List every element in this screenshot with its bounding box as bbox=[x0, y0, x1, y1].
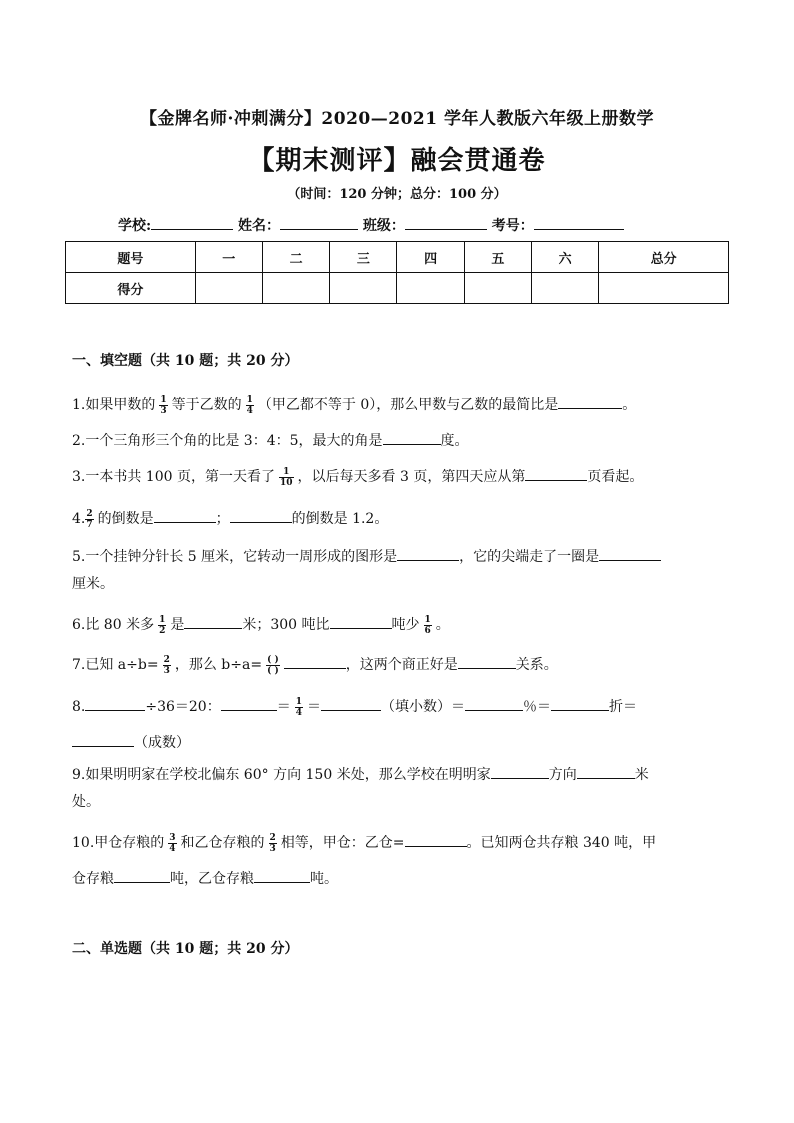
q4-text: 4. bbox=[72, 511, 86, 527]
answer-blank[interactable] bbox=[114, 868, 170, 883]
q1-text: （甲乙都不等于 0），那么甲数与乙数的最简比是 bbox=[257, 397, 559, 413]
q7-text: ，这两个商正好是 bbox=[345, 657, 458, 673]
school-label: 学校: bbox=[118, 218, 152, 234]
q10-text: 吨。 bbox=[310, 871, 338, 887]
exam-subtitle: （时间：120 分钟；总分：100 分） bbox=[287, 187, 507, 202]
question-7 bbox=[72, 654, 558, 676]
question-4 bbox=[72, 508, 388, 530]
q1-text: 。 bbox=[622, 397, 637, 413]
answer-blank[interactable] bbox=[254, 868, 310, 883]
answer-blank[interactable] bbox=[321, 696, 381, 711]
answer-blank[interactable] bbox=[330, 614, 392, 629]
title-line-1: 【金牌名师·冲刺满分】2020—2021 学年人教版六年级上册数学 bbox=[140, 109, 654, 129]
score-input-cell[interactable] bbox=[195, 273, 262, 304]
title-line-2: 【期末测评】融会贯通卷 bbox=[248, 146, 546, 176]
answer-blank[interactable] bbox=[230, 508, 292, 523]
score-table bbox=[65, 241, 729, 304]
q7-text: 关系。 bbox=[515, 657, 558, 673]
score-table-cell: 二 bbox=[262, 242, 329, 273]
answer-blank[interactable] bbox=[577, 764, 635, 779]
score-table-cell: 六 bbox=[532, 242, 599, 273]
q9-text: 方向 bbox=[548, 767, 577, 783]
fraction: $\frac{1}{10}$ bbox=[279, 466, 293, 488]
q10-text: 10.甲仓存粮的 bbox=[72, 835, 165, 851]
answer-blank[interactable] bbox=[284, 654, 346, 669]
answer-blank[interactable] bbox=[491, 764, 549, 779]
school-field[interactable] bbox=[151, 215, 233, 230]
fraction: $\frac{2}{7}$ bbox=[86, 508, 93, 530]
fraction: $\frac{1}{2}$ bbox=[159, 614, 166, 636]
class-label: 班级： bbox=[362, 218, 405, 234]
section-2-heading: 二、单选题（共 10 题；共 20 分） bbox=[72, 941, 299, 957]
q1-text: 等于乙数的 bbox=[171, 397, 242, 413]
q9-text: 处。 bbox=[72, 794, 100, 810]
question-3 bbox=[72, 466, 643, 488]
q3-text: ，以后每天多看 3 页，第四天应从第 bbox=[297, 469, 526, 485]
answer-blank[interactable] bbox=[221, 696, 277, 711]
name-field[interactable] bbox=[280, 215, 358, 230]
fraction: $\frac{1}{4}$ bbox=[295, 696, 302, 718]
fraction: $\frac{2}{3}$ bbox=[269, 832, 276, 854]
answer-blank[interactable] bbox=[465, 696, 523, 711]
q10-text: 。已知两仓共存粮 340 吨，甲 bbox=[466, 835, 657, 851]
answer-blank[interactable] bbox=[397, 546, 459, 561]
q8-text: ％＝ bbox=[522, 699, 551, 715]
score-table-cell: 三 bbox=[330, 242, 397, 273]
score-table-header-row bbox=[66, 242, 729, 273]
answer-blank[interactable] bbox=[85, 696, 145, 711]
score-table-cell: 五 bbox=[464, 242, 531, 273]
class-field[interactable] bbox=[405, 215, 487, 230]
name-label: 姓名： bbox=[238, 218, 281, 234]
q4-text: 的倒数是 bbox=[97, 511, 154, 527]
question-8-cont bbox=[72, 732, 190, 753]
fraction: $\frac{1}{3}$ bbox=[160, 394, 167, 416]
q5-text: 厘米。 bbox=[72, 576, 114, 592]
score-table-cell: 四 bbox=[397, 242, 464, 273]
q9-text: 米 bbox=[634, 767, 649, 783]
question-5 bbox=[72, 546, 661, 567]
question-1 bbox=[72, 394, 636, 416]
section-1-heading: 一、填空题（共 10 题；共 20 分） bbox=[72, 353, 299, 369]
answer-blank[interactable] bbox=[599, 546, 661, 561]
score-input-cell[interactable] bbox=[599, 273, 729, 304]
q10-text: 相等，甲仓：乙仓= bbox=[280, 835, 405, 851]
q4-text: 的倒数是 1.2。 bbox=[291, 511, 389, 527]
exam-number-label: 考号： bbox=[491, 218, 534, 234]
q9-text: 9.如果明明家在学校北偏东 60° 方向 150 米处，那么学校在明明家 bbox=[72, 767, 491, 783]
question-6 bbox=[72, 614, 450, 636]
exam-number-field[interactable] bbox=[534, 215, 624, 230]
score-input-cell[interactable] bbox=[262, 273, 329, 304]
fraction: $\frac{1}{6}$ bbox=[424, 614, 431, 636]
q8-text: ＝ bbox=[306, 699, 321, 715]
score-table-cell: 一 bbox=[195, 242, 262, 273]
q6-text: 吨少 bbox=[391, 617, 420, 633]
q1-text: 1.如果甲数的 bbox=[72, 397, 156, 413]
q10-text: 和乙仓存粮的 bbox=[180, 835, 265, 851]
question-10 bbox=[72, 832, 656, 854]
score-input-cell[interactable] bbox=[532, 273, 599, 304]
q3-text: 3.一本书共 100 页，第一天看了 bbox=[72, 469, 275, 485]
q3-text: 页看起。 bbox=[587, 469, 644, 485]
q5-text: 5.一个挂钟分针长 5 厘米，它转动一周形成的图形是 bbox=[72, 549, 398, 565]
score-row-label: 得分 bbox=[66, 273, 196, 304]
answer-blank[interactable] bbox=[558, 394, 622, 409]
score-table-cell: 总分 bbox=[599, 242, 729, 273]
answer-blank[interactable] bbox=[383, 430, 441, 445]
q8-text: 8. bbox=[72, 699, 86, 715]
fraction: $\frac{2}{3}$ bbox=[163, 654, 170, 676]
q8-text: 折＝ bbox=[608, 699, 637, 715]
answer-blank[interactable] bbox=[154, 508, 216, 523]
score-input-cell[interactable] bbox=[330, 273, 397, 304]
question-2 bbox=[72, 430, 469, 451]
q10-text: 吨，乙仓存粮 bbox=[170, 871, 254, 887]
q6-text: 是 bbox=[170, 617, 185, 633]
q4-text: ； bbox=[215, 511, 230, 527]
question-9 bbox=[72, 764, 649, 785]
score-input-cell[interactable] bbox=[397, 273, 464, 304]
q5-text: ，它的尖端走了一圈是 bbox=[459, 549, 600, 565]
q8-text: （成数） bbox=[134, 735, 190, 751]
fraction: $\frac{3}{4}$ bbox=[169, 832, 176, 854]
q7-text: 7.已知 a÷b= bbox=[72, 657, 159, 673]
answer-blank[interactable] bbox=[525, 466, 587, 481]
answer-blank[interactable] bbox=[72, 732, 134, 747]
q6-text: 6.比 80 米多 bbox=[72, 617, 155, 633]
q2-text: 2.一个三角形三个角的比是 3：4：5，最大的角是 bbox=[72, 433, 383, 449]
q10-text: 仓存粮 bbox=[72, 871, 114, 887]
q6-text: 。 bbox=[435, 617, 450, 633]
score-table-score-row bbox=[66, 273, 729, 304]
fraction: $\frac{1}{4}$ bbox=[246, 394, 253, 416]
question-10-cont bbox=[72, 868, 338, 889]
question-8 bbox=[72, 696, 637, 718]
q8-text: ÷36＝20： bbox=[145, 699, 221, 715]
answer-blank[interactable] bbox=[405, 832, 467, 847]
q2-text: 度。 bbox=[440, 433, 469, 449]
student-info-line bbox=[118, 215, 624, 235]
score-table-cell: 题号 bbox=[66, 242, 196, 273]
question-9-cont bbox=[72, 792, 100, 812]
answer-blank[interactable] bbox=[458, 654, 516, 669]
answer-blank[interactable] bbox=[551, 696, 609, 711]
q6-text: 米；300 吨比 bbox=[242, 617, 330, 633]
q8-text: ＝ bbox=[276, 699, 291, 715]
score-input-cell[interactable] bbox=[464, 273, 531, 304]
answer-blank[interactable] bbox=[184, 614, 242, 629]
fraction: $\frac{( )}{( )}$ bbox=[267, 654, 279, 676]
q7-text: ，那么 b÷a= bbox=[174, 657, 263, 673]
q8-text: （填小数）＝ bbox=[380, 699, 465, 715]
question-5-cont bbox=[72, 574, 114, 594]
